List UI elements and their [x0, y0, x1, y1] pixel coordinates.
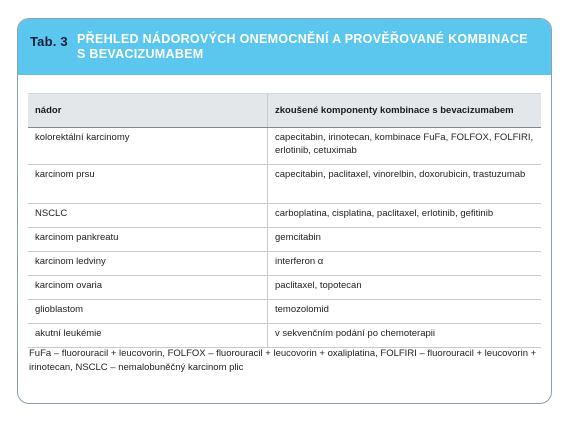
table-row — [28, 228, 541, 252]
table-footnote: FuFa – fluorouracil + leucovorin, FOLFOX – fluorouracil + leucovorin + oxaliplatina, FOLFIRI – fluorouracil + leucovorin + irinotecan, NSCLC – nemalobuněčný karcinom plic — [29, 348, 537, 373]
cell-combination: temozolomid — [275, 304, 329, 315]
table-head — [28, 93, 541, 128]
cell-tumor: glioblastom — [28, 300, 268, 323]
cell-combination: capecitabin, paclitaxel, vinorelbin, doxorubicin, trastuzumab — [275, 169, 526, 180]
cell-tumor: akutní leukémie — [28, 324, 268, 347]
table-row — [28, 276, 541, 300]
cell-combination: v sekvenčním podání po chemoterapii — [275, 328, 436, 339]
cell-combination: gemcitabin — [275, 232, 321, 243]
cell-tumor: kolorektální karcinomy — [28, 128, 268, 164]
table-row — [28, 128, 541, 165]
cell-combination: interferon α — [275, 256, 324, 267]
table-header-bar — [18, 19, 551, 75]
column-header-tumor: nádor — [28, 94, 268, 127]
data-table — [28, 93, 541, 348]
cell-tumor: NSCLC — [28, 204, 268, 227]
cell-tumor: karcinom ovaria — [28, 276, 268, 299]
column-header-combination: zkoušené komponenty kombinace s bevacizumabem — [275, 105, 514, 116]
cell-combination: capecitabin, irinotecan, kombinace FuFa, FOLFOX, FOLFIRI, erlotinib, cetuximab — [275, 132, 534, 157]
table-row — [28, 300, 541, 324]
table-row — [28, 252, 541, 276]
table-title: PŘEHLED NÁDOROVÝCH ONEMOCNĚNÍ A PROVĚŘOVANÉ KOMBINACE S BEVACIZUMABEM — [77, 32, 528, 61]
cell-combination: paclitaxel, topotecan — [275, 280, 362, 291]
cell-tumor: karcinom ledviny — [28, 252, 268, 275]
table-number: Tab. 3 — [30, 34, 68, 49]
cell-tumor: karcinom pankreatu — [28, 228, 268, 251]
table-card — [17, 18, 552, 404]
table-row — [28, 204, 541, 228]
table-row — [28, 324, 541, 348]
cell-tumor: karcinom prsu — [28, 165, 268, 203]
table-row — [28, 165, 541, 204]
cell-combination: carboplatina, cisplatina, paclitaxel, erlotinib, gefitinib — [275, 208, 494, 219]
